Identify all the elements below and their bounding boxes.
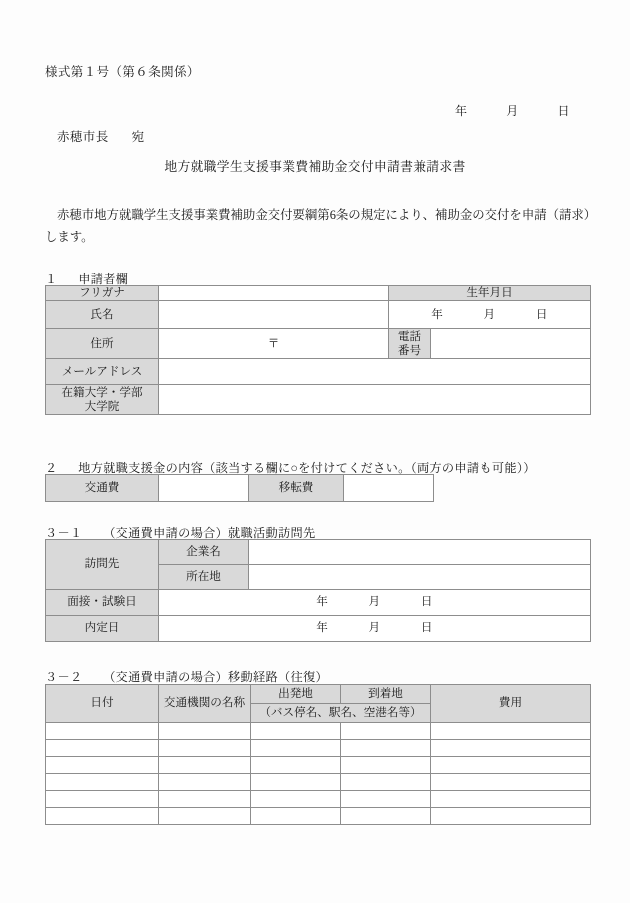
table-row	[46, 385, 591, 415]
date-year-label: 年	[455, 104, 468, 118]
section2-title: 地方就職支援金の内容（該当する欄に○を付けてください。（両方の申請も可能））	[78, 461, 536, 475]
cell-date[interactable]	[46, 808, 159, 825]
cell-departure[interactable]	[251, 774, 341, 791]
table-row	[46, 301, 591, 329]
cell-date[interactable]	[46, 723, 159, 740]
cell-transport[interactable]	[159, 740, 251, 757]
field-company-name[interactable]	[249, 540, 591, 565]
offer-year-label: 年	[316, 621, 329, 635]
date-month-label: 月	[506, 104, 519, 118]
cell-transport[interactable]	[159, 774, 251, 791]
label-phone-line1: 電話	[397, 329, 422, 343]
table-row	[46, 774, 591, 791]
label-visit-destination: 訪問先	[46, 540, 159, 590]
date-day-label: 日	[557, 104, 570, 118]
section1-number: １	[45, 272, 58, 286]
cell-transport[interactable]	[159, 791, 251, 808]
label-address: 住所	[46, 329, 159, 359]
field-furigana[interactable]	[159, 286, 389, 301]
cell-cost[interactable]	[431, 723, 591, 740]
table-row	[46, 757, 591, 774]
addressee-line	[57, 127, 145, 145]
form-number: 様式第１号（第６条関係）	[45, 65, 200, 79]
cell-departure[interactable]	[251, 757, 341, 774]
cell-arrival[interactable]	[341, 808, 431, 825]
label-name: 氏名	[46, 301, 159, 329]
field-location[interactable]	[249, 565, 591, 590]
column-header-place-note: （バス停名、駅名、空港名等）	[251, 704, 431, 723]
field-interview-date[interactable]	[159, 590, 591, 616]
label-company-name: 企業名	[159, 540, 249, 565]
label-relocation-cost: 移転費	[249, 475, 344, 502]
cell-arrival[interactable]	[341, 757, 431, 774]
column-header-arrival: 到着地	[341, 685, 431, 704]
field-email[interactable]	[159, 359, 591, 385]
cell-cost[interactable]	[431, 808, 591, 825]
label-location: 所在地	[159, 565, 249, 590]
interview-day-label: 日	[420, 595, 433, 609]
section2-number: ２	[45, 461, 58, 475]
date-line	[455, 102, 570, 119]
label-university-line2: 大学院	[84, 399, 120, 413]
cell-date[interactable]	[46, 791, 159, 808]
field-offer-date[interactable]	[159, 616, 591, 642]
cell-arrival[interactable]	[341, 723, 431, 740]
field-phone[interactable]	[431, 329, 591, 359]
table-row	[46, 808, 591, 825]
label-phone	[389, 329, 431, 359]
cell-departure[interactable]	[251, 808, 341, 825]
cell-departure[interactable]	[251, 740, 341, 757]
offer-month-label: 月	[368, 621, 381, 635]
cell-departure[interactable]	[251, 723, 341, 740]
birth-month-label: 月	[483, 307, 496, 321]
section1-title: 申請者欄	[78, 272, 129, 286]
interview-year-label: 年	[316, 595, 329, 609]
column-header-transport: 交通機関の名称	[159, 685, 251, 723]
interview-ymd	[316, 595, 433, 609]
cell-transport[interactable]	[159, 723, 251, 740]
column-header-date: 日付	[46, 685, 159, 723]
body-paragraph: 赤穂市地方就職学生支援事業費補助金交付要綱第6条の規定により、補助金の交付を申請（請求）します。	[45, 208, 590, 244]
field-relocation-cost-check[interactable]	[344, 475, 434, 502]
table-row	[46, 616, 591, 642]
cell-arrival[interactable]	[341, 740, 431, 757]
field-transport-cost-check[interactable]	[159, 475, 249, 502]
birth-day-label: 日	[535, 307, 548, 321]
section3-1-number: ３－１	[45, 526, 83, 540]
cell-date[interactable]	[46, 757, 159, 774]
addressee-name: 赤穂市長	[57, 130, 109, 144]
label-university-line1: 在籍大学・学部	[61, 385, 143, 399]
travel-route-table	[45, 684, 591, 825]
cell-arrival[interactable]	[341, 791, 431, 808]
column-header-departure: 出発地	[251, 685, 341, 704]
table-row	[46, 286, 591, 301]
table-row	[46, 540, 591, 565]
visit-destination-table	[45, 539, 591, 642]
birth-year-label: 年	[431, 307, 444, 321]
section3-2-number: ３－２	[45, 670, 83, 684]
table-header-row	[46, 685, 591, 704]
field-name[interactable]	[159, 301, 389, 329]
section3-2-title: （交通費申請の場合）移動経路（往復）	[103, 670, 328, 684]
cell-date[interactable]	[46, 774, 159, 791]
interview-month-label: 月	[368, 595, 381, 609]
label-interview-date: 面接・試験日	[46, 590, 159, 616]
postal-mark-icon: 〒	[267, 336, 280, 350]
table-row	[46, 723, 591, 740]
cell-departure[interactable]	[251, 791, 341, 808]
column-header-cost: 費用	[431, 685, 591, 723]
applicant-table	[45, 285, 591, 415]
field-birthdate[interactable]	[389, 301, 591, 329]
table-row	[46, 359, 591, 385]
cell-transport[interactable]	[159, 757, 251, 774]
table-row	[46, 329, 591, 359]
field-address[interactable]	[159, 329, 389, 359]
label-birthdate: 生年月日	[389, 286, 591, 301]
cell-date[interactable]	[46, 740, 159, 757]
offer-ymd	[316, 621, 433, 635]
page-title: 地方就職学生支援事業費補助金交付申請書兼請求書	[164, 160, 466, 174]
label-furigana: フリガナ	[46, 286, 159, 301]
label-university	[46, 385, 159, 415]
section3-1-title: （交通費申請の場合）就職活動訪問先	[103, 526, 316, 540]
cell-cost[interactable]	[431, 740, 591, 757]
cell-arrival[interactable]	[341, 774, 431, 791]
cell-transport[interactable]	[159, 808, 251, 825]
label-email: メールアドレス	[46, 359, 159, 385]
table-row	[46, 791, 591, 808]
table-row	[46, 590, 591, 616]
label-offer-date: 内定日	[46, 616, 159, 642]
field-university[interactable]	[159, 385, 591, 415]
table-row	[46, 475, 434, 502]
label-phone-line2: 番号	[397, 343, 422, 357]
offer-day-label: 日	[420, 621, 433, 635]
cell-cost[interactable]	[431, 757, 591, 774]
addressee-suffix: 宛	[131, 130, 145, 144]
section3-2-heading	[45, 668, 328, 685]
cell-cost[interactable]	[431, 774, 591, 791]
birthdate-ymd	[431, 308, 548, 322]
label-transport-cost: 交通費	[46, 475, 159, 502]
table-row	[46, 740, 591, 757]
support-type-table	[45, 474, 434, 502]
cell-cost[interactable]	[431, 791, 591, 808]
